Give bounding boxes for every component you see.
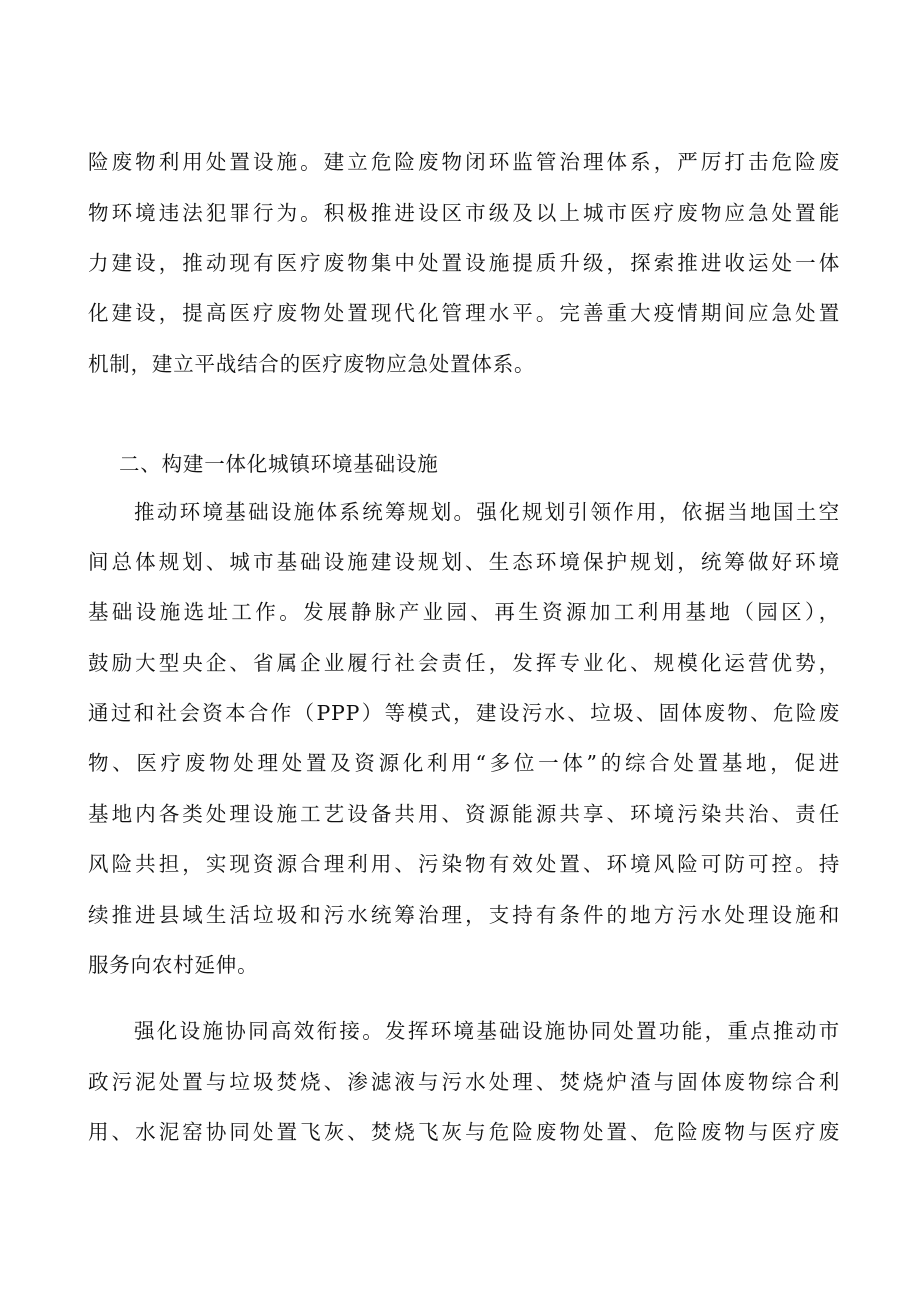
paragraph-line: 间总体规划、城市基础设施建设规划、生态环境保护规划，统筹做好环境 [88, 550, 840, 574]
paragraph-line: 强化设施协同高效衔接。发挥环境基础设施协同处置功能，重点推动市 [134, 1019, 840, 1043]
paragraph-line: 续推进县域生活垃圾和污水统筹治理，支持有条件的地方污水处理设施和 [88, 903, 840, 927]
paragraph-line: 力建设，推动现有医疗废物集中处置设施提质升级，探索推进收运处一体 [88, 251, 840, 275]
paragraph-line: 推动环境基础设施体系统筹规划。强化规划引领作用，依据当地国土空 [134, 500, 840, 524]
paragraph-line: 基地内各类处理设施工艺设备共用、资源能源共享、环境污染共治、责任 [88, 802, 840, 826]
paragraph-line: 服务向农村延伸。 [88, 953, 259, 977]
paragraph-line: 机制，建立平战结合的医疗废物应急处置体系。 [88, 352, 536, 376]
paragraph-line: 鼓励大型央企、省属企业履行社会责任，发挥专业化、规模化运营优势， [88, 651, 840, 675]
paragraph-line: 通过和社会资本合作（PPP）等模式，建设污水、垃圾、固体废物、危险废 [88, 701, 840, 725]
section-heading: 二、构建一体化城镇环境基础设施 [119, 452, 439, 476]
paragraph-line: 用、水泥窑协同处置飞灰、焚烧飞灰与危险废物处置、危险废物与医疗废 [88, 1120, 840, 1144]
paragraph-line: 基础设施选址工作。发展静脉产业园、再生资源加工利用基地（园区）， [88, 600, 840, 624]
paragraph-line: 化建设，提高医疗废物处置现代化管理水平。完善重大疫情期间应急处置 [88, 301, 840, 325]
paragraph-line: 物环境违法犯罪行为。积极推进设区市级及以上城市医疗废物应急处置能 [88, 201, 840, 225]
paragraph-line: 物、医疗废物处理处置及资源化利用“多位一体”的综合处置基地，促进 [88, 751, 840, 775]
paragraph-line: 险废物利用处置设施。建立危险废物闭环监管治理体系，严厉打击危险废 [88, 150, 840, 174]
paragraph-line: 政污泥处置与垃圾焚烧、渗滤液与污水处理、焚烧炉渣与固体废物综合利 [88, 1070, 840, 1094]
paragraph-line: 风险共担，实现资源合理利用、污染物有效处置、环境风险可防可控。持 [88, 852, 840, 876]
